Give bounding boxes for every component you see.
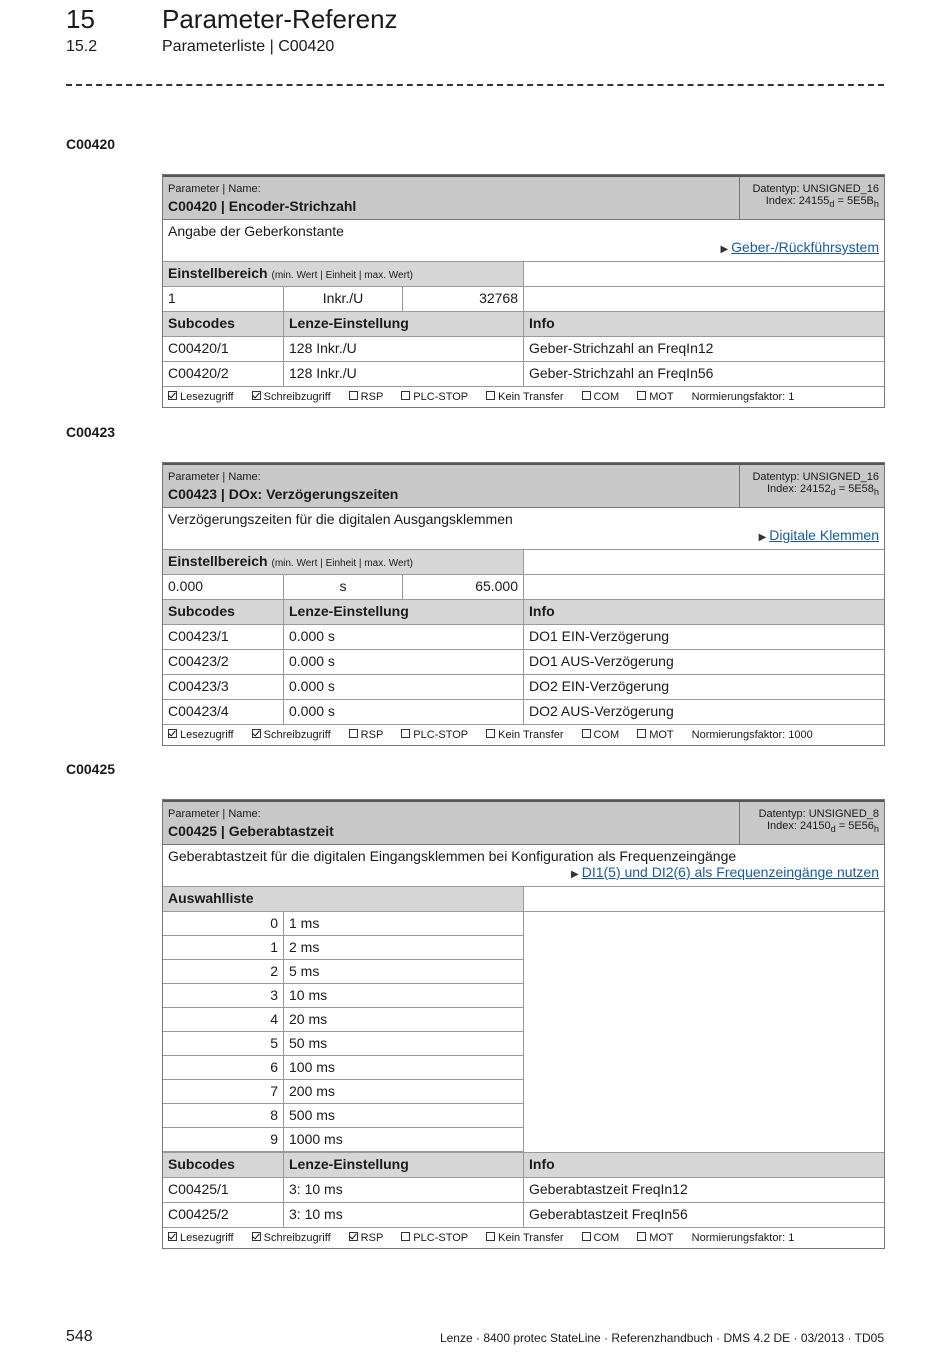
list-item-value: 1 ms xyxy=(289,915,320,931)
checkbox-icon xyxy=(486,729,495,738)
datatype-box xyxy=(739,802,884,844)
list-item-value: 5 ms xyxy=(289,963,320,979)
header-divider xyxy=(66,84,884,86)
table-row: C00425/2 3: 10 ms Geberabtastzeit FreqIn56 xyxy=(163,1203,884,1228)
chapter-title: Parameter-Referenz xyxy=(162,4,398,34)
list-item-number: 3 xyxy=(163,984,284,1007)
list-item xyxy=(163,1032,884,1056)
list-item-value: 2 ms xyxy=(289,939,320,955)
section-number: 15.2 xyxy=(66,38,98,55)
checkbox-icon xyxy=(582,391,591,400)
range-row xyxy=(163,575,884,600)
triangle-right-icon: ▶ xyxy=(720,244,729,255)
list-item xyxy=(163,1080,884,1104)
param-header xyxy=(163,175,884,220)
param-name: C00420 | Encoder-Strichzahl xyxy=(168,198,357,214)
checkbox-icon xyxy=(349,729,358,738)
param-description xyxy=(163,508,884,550)
flags-row: Lesezugriff Schreibzugriff RSP PLC-STOP Kein Transfer COM MOT Normierungsfaktor: 1 xyxy=(163,1228,884,1248)
checkbox-checked-icon xyxy=(252,391,261,400)
list-item xyxy=(163,936,884,960)
selection-list xyxy=(163,912,884,1152)
param-name-label: Parameter | Name: xyxy=(168,808,261,820)
checkbox-icon xyxy=(486,1232,495,1241)
range-header-row xyxy=(163,550,884,575)
list-item-number: 5 xyxy=(163,1032,284,1055)
list-item-number: 2 xyxy=(163,960,284,983)
range-min: 1 xyxy=(163,287,284,311)
subcodes-header-row: Subcodes Lenze-Einstellung Info xyxy=(163,600,884,625)
range-header: Einstellbereich (min. Wert | Einheit | max. Wert) xyxy=(163,550,524,574)
col-lenze: Lenze-Einstellung xyxy=(284,312,524,336)
list-item xyxy=(163,960,884,984)
list-item xyxy=(163,1104,884,1128)
param-table-c00423 xyxy=(162,462,885,746)
list-item-value: 200 ms xyxy=(289,1083,335,1099)
datatype-box xyxy=(739,177,884,219)
param-name: C00423 | DOx: Verzögerungszeiten xyxy=(168,486,399,502)
range-unit: s xyxy=(284,575,404,599)
checkbox-icon xyxy=(401,391,410,400)
list-item-number: 6 xyxy=(163,1056,284,1079)
list-item-number: 7 xyxy=(163,1080,284,1103)
section-label-c00423: C00423 xyxy=(66,424,116,440)
list-item xyxy=(163,912,884,936)
range-max: 32768 xyxy=(479,290,519,306)
list-item-number: 8 xyxy=(163,1104,284,1127)
index: Index: $24152_d = 5E58_h$ xyxy=(766,483,879,498)
description-text: Verzögerungszeiten für die digitalen Ausgangsklemmen xyxy=(168,511,513,527)
table-row: C00420/2 128 Inkr./U Geber-Strichzahl an FreqIn56 xyxy=(163,362,884,387)
list-item-value: 50 ms xyxy=(289,1035,328,1051)
checkbox-icon xyxy=(582,729,591,738)
param-table-c00420 xyxy=(162,174,885,408)
range-unit: Inkr./U xyxy=(284,287,404,311)
checkbox-checked-icon xyxy=(349,1232,358,1241)
datatype: Datentyp: UNSIGNED_8 xyxy=(758,808,879,820)
section-label-c00420: C00420 xyxy=(66,136,116,152)
selection-header: Auswahlliste xyxy=(163,887,524,911)
list-item-value: 500 ms xyxy=(289,1107,335,1123)
index: Index: $24155_d = 5E5B_h$ xyxy=(765,195,879,210)
checkbox-icon xyxy=(349,391,358,400)
reference-link[interactable]: ▶ DI1(5) und DI2(6) als Frequenzeingänge nutzen xyxy=(571,864,879,880)
checkbox-checked-icon xyxy=(252,1232,261,1241)
list-item-number: 4 xyxy=(163,1008,284,1031)
norm-factor: Normierungsfaktor: 1 xyxy=(691,391,795,403)
range-header-row xyxy=(163,262,884,287)
index: Index: $24150_d = 5E56_h$ xyxy=(766,820,879,835)
list-item xyxy=(163,1008,884,1032)
checkbox-checked-icon xyxy=(168,1232,177,1241)
chapter-number: 15 xyxy=(66,4,95,34)
norm-factor: Normierungsfaktor: 1 xyxy=(691,1232,795,1244)
table-row: C00420/1 128 Inkr./U Geber-Strichzahl an FreqIn12 xyxy=(163,337,884,362)
datatype: Datentyp: UNSIGNED_16 xyxy=(752,471,879,483)
col-info: Info xyxy=(529,315,555,331)
table-row: C00423/2 0.000 s DO1 AUS-Verzögerung xyxy=(163,650,884,675)
page-number: 548 xyxy=(66,1328,93,1345)
range-header: Einstellbereich (min. Wert | Einheit | max. Wert) xyxy=(163,262,524,286)
datatype: Datentyp: UNSIGNED_16 xyxy=(752,183,879,195)
list-item xyxy=(163,984,884,1008)
param-header xyxy=(163,463,884,508)
description-text: Geberabtastzeit für die digitalen Eingangsklemmen bei Konfiguration als Frequenzeingänge xyxy=(168,848,737,864)
table-row: C00423/1 0.000 s DO1 EIN-Verzögerung xyxy=(163,625,884,650)
list-item-number: 9 xyxy=(163,1128,284,1151)
section-label-c00425: C00425 xyxy=(66,761,116,777)
triangle-right-icon: ▶ xyxy=(758,532,767,543)
selection-header-row xyxy=(163,887,884,912)
reference-link[interactable]: ▶ Digitale Klemmen xyxy=(758,527,879,543)
checkbox-checked-icon xyxy=(168,391,177,400)
range-min: 0.000 xyxy=(163,575,284,599)
flags-row: Lesezugriff Schreibzugriff RSP PLC-STOP Kein Transfer COM MOT Normierungsfaktor: 1000 xyxy=(163,725,884,745)
checkbox-icon xyxy=(582,1232,591,1241)
list-item-value: 20 ms xyxy=(289,1011,328,1027)
list-item-number: 0 xyxy=(163,912,284,935)
datatype-box xyxy=(739,465,884,507)
checkbox-icon xyxy=(486,391,495,400)
param-description xyxy=(163,845,884,887)
range-row xyxy=(163,287,884,312)
table-row: C00423/4 0.000 s DO2 AUS-Verzögerung xyxy=(163,700,884,725)
checkbox-checked-icon xyxy=(252,729,261,738)
checkbox-checked-icon xyxy=(168,729,177,738)
list-item xyxy=(163,1056,884,1080)
table-row: C00423/3 0.000 s DO2 EIN-Verzögerung xyxy=(163,675,884,700)
list-item-number: 1 xyxy=(163,936,284,959)
subcodes-header-row xyxy=(163,312,884,337)
list-item-value: 100 ms xyxy=(289,1059,335,1075)
list-item-value: 1000 ms xyxy=(289,1131,343,1147)
checkbox-icon xyxy=(637,729,646,738)
param-header xyxy=(163,800,884,845)
list-item-value: 10 ms xyxy=(289,987,328,1003)
checkbox-icon xyxy=(637,1232,646,1241)
col-subcodes: Subcodes xyxy=(163,312,284,336)
param-name-label: Parameter | Name: xyxy=(168,471,261,483)
subcodes-header-row: Subcodes Lenze-Einstellung Info xyxy=(163,1152,884,1178)
document-footer: Lenze · 8400 protec StateLine · Referenzhandbuch · DMS 4.2 DE · 03/2013 · TD05 xyxy=(439,1331,884,1345)
checkbox-icon xyxy=(401,729,410,738)
flags-row: Lesezugriff Schreibzugriff RSP PLC-STOP Kein Transfer COM MOT Normierungsfaktor: 1 xyxy=(163,387,884,407)
param-description xyxy=(163,220,884,262)
section-title: Parameterliste | C00420 xyxy=(162,38,335,55)
param-name-label: Parameter | Name: xyxy=(168,183,261,195)
checkbox-icon xyxy=(401,1232,410,1241)
table-row: C00425/1 3: 10 ms Geberabtastzeit FreqIn12 xyxy=(163,1178,884,1203)
reference-link[interactable]: ▶ Geber-/Rückführsystem xyxy=(720,239,879,255)
norm-factor: Normierungsfaktor: 1000 xyxy=(691,729,813,741)
triangle-right-icon: ▶ xyxy=(571,869,579,880)
param-table-c00425 xyxy=(162,799,885,1249)
description-text: Angabe der Geberkonstante xyxy=(168,223,344,239)
list-item xyxy=(163,1128,884,1152)
param-name: C00425 | Geberabtastzeit xyxy=(168,823,334,839)
range-max: 65.000 xyxy=(475,578,519,594)
checkbox-icon xyxy=(637,391,646,400)
